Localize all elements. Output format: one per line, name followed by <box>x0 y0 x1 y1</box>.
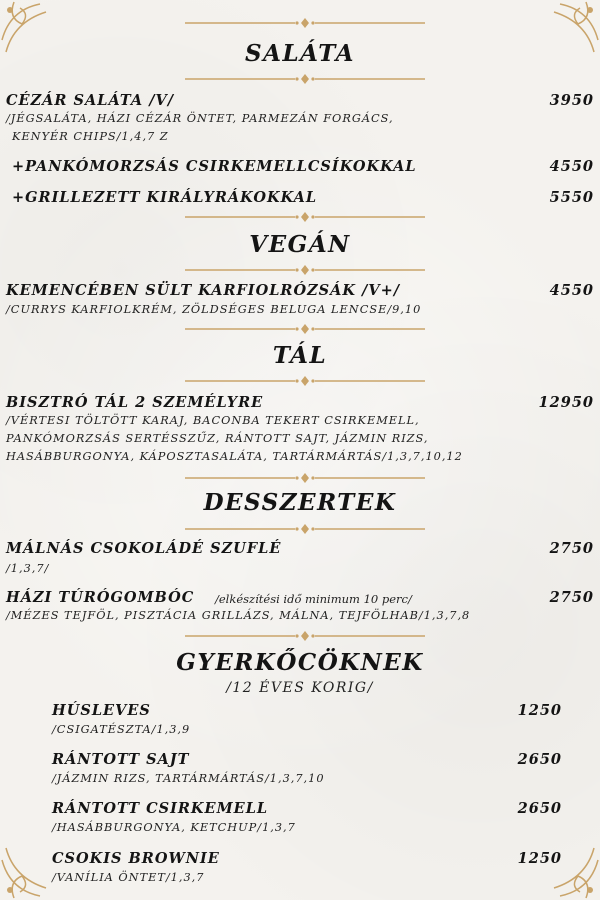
section-subtitle: /12 ÉVES KORIG/ <box>226 680 374 696</box>
menu-item-price: 4550 <box>549 158 594 175</box>
menu-item-price: 12950 <box>538 394 594 411</box>
menu-item-desc: /HASÁBBURGONYA, KETCHUP/1,3,7 <box>52 821 296 834</box>
menu-item-desc: KENYÉR CHIPS/1,4,7 Z <box>12 130 169 143</box>
divider-ornament <box>185 374 425 388</box>
divider-ornament <box>185 16 425 30</box>
menu-item-desc: /1,3,7/ <box>6 562 50 575</box>
divider-ornament <box>185 210 425 224</box>
menu-item-name: RÁNTOTT CSIRKEMELL <box>52 800 269 817</box>
menu-item-desc: /JÉGSALÁTA, HÁZI CÉZÁR ÖNTET, PARMEZÁN FORGÁCS, <box>6 112 394 125</box>
section-title-tal: TÁL <box>272 342 328 369</box>
menu-item-name: RÁNTOTT SAJT <box>52 751 190 768</box>
corner-ornament-bottom-right <box>540 840 600 900</box>
menu-item-price: 2650 <box>517 800 562 817</box>
menu-item-name: KEMENCÉBEN SÜLT KARFIOLRÓZSÁK /V+/ <box>6 282 401 299</box>
menu-item-name: +PANKÓMORZSÁS CSIRKEMELLCSÍKOKKAL <box>12 158 417 175</box>
menu-item-price: 5550 <box>549 189 594 206</box>
menu-item-desc: /CURRYS KARFIOLKRÉM, ZÖLDSÉGES BELUGA LENCSE/9,10 <box>6 303 422 316</box>
menu-item-desc: /VÉRTESI TÖLTÖTT KARAJ, BACONBA TEKERT CSIRKEMELL, <box>6 414 420 427</box>
menu-item-price: 3950 <box>549 92 594 109</box>
menu-item-price: 2750 <box>549 540 594 557</box>
section-title-gyerek: GYERKŐCÖKNEK <box>176 649 424 676</box>
menu-item-desc: PANKÓMORZSÁS SERTÉSSZŰZ, RÁNTOTT SAJT, JÁZMIN RIZS, <box>6 432 429 445</box>
menu-item-price: 2750 <box>549 589 594 606</box>
menu-item-desc: HASÁBBURGONYA, KÁPOSZTASALÁTA, TARTÁRMÁRTÁS/1,3,7,10,12 <box>6 450 463 463</box>
menu-item-name: MÁLNÁS CSOKOLÁDÉ SZUFLÉ <box>6 540 282 557</box>
menu-item-desc: /CSIGATÉSZTA/1,3,9 <box>52 723 191 736</box>
divider-ornament <box>185 263 425 277</box>
divider-ornament <box>185 471 425 485</box>
divider-ornament <box>185 72 425 86</box>
menu-item-name: CÉZÁR SALÁTA /V/ <box>6 92 175 109</box>
menu-item-price: 1250 <box>517 850 562 867</box>
section-title-salata: SALÁTA <box>245 40 355 67</box>
section-title-desszertek: DESSZERTEK <box>203 489 397 516</box>
menu-item-price: 4550 <box>549 282 594 299</box>
section-title-vegan: VEGÁN <box>249 231 351 258</box>
divider-ornament <box>185 629 425 643</box>
divider-ornament <box>185 322 425 336</box>
menu-item-note: /elkészítési idő minimum 10 perc/ <box>215 592 412 606</box>
menu-item-price: 1250 <box>517 702 562 719</box>
menu-item-name: CSOKIS BROWNIE <box>52 850 220 867</box>
menu-item-name: +GRILLEZETT KIRÁLYRÁKOKKAL <box>12 189 318 206</box>
divider-ornament <box>185 522 425 536</box>
menu-item-name: HÚSLEVES <box>52 702 151 719</box>
menu-item-desc: /JÁZMIN RIZS, TARTÁRMÁRTÁS/1,3,7,10 <box>52 772 325 785</box>
menu-item-desc: /VANÍLIA ÖNTET/1,3,7 <box>52 871 205 884</box>
menu-item-name: BISZTRÓ TÁL 2 SZEMÉLYRE <box>6 394 264 411</box>
menu-item-price: 2650 <box>517 751 562 768</box>
menu-item-name: HÁZI TÚRÓGOMBÓC <box>6 589 195 606</box>
corner-ornament-bottom-left <box>0 840 60 900</box>
menu-item-desc: /MÉZES TEJFÖL, PISZTÁCIA GRILLÁZS, MÁLNA, TEJFÖLHAB/1,3,7,8 <box>6 609 471 622</box>
